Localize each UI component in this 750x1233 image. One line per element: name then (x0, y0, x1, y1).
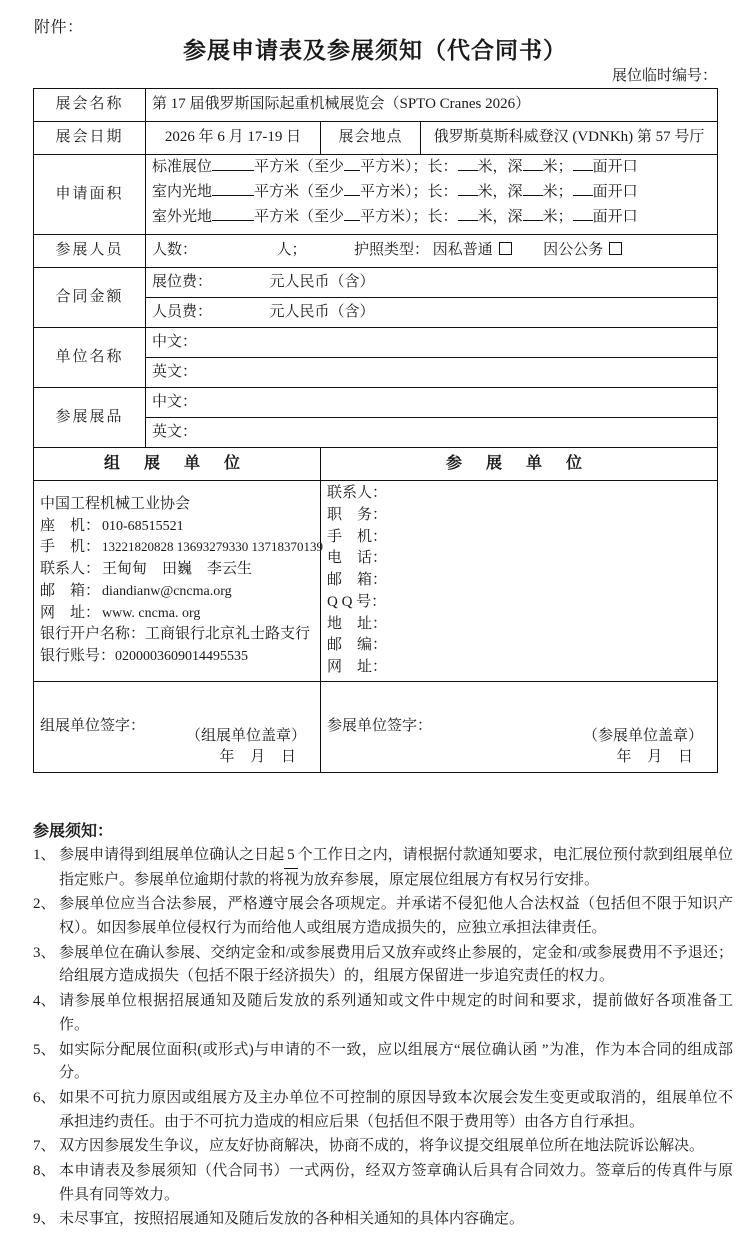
booth-fee-unit: 元人民币（含） (269, 273, 375, 290)
exhibitor-field-address[interactable]: 地 址： (327, 615, 388, 632)
apply-area-label: 申请面积 (34, 155, 146, 235)
area-label-e: 米； (542, 209, 573, 225)
booth-fee-row (146, 268, 718, 298)
exhibitor-field-email[interactable]: 邮 箱： (327, 572, 388, 588)
area-min-blank[interactable] (344, 195, 360, 196)
area-depth-blank[interactable] (523, 220, 543, 221)
table-row-party-headers (34, 448, 718, 481)
exhibitor-signature-cell[interactable] (321, 681, 718, 772)
notice-item-number: 7、 (33, 1138, 56, 1155)
organizer-email-row (40, 581, 314, 603)
organizer-website-label: 网 址： (40, 604, 101, 621)
list-item (33, 1087, 733, 1134)
notice-item-number: 6、 (33, 1089, 56, 1106)
organizer-tel-value: 010-68515521 (102, 518, 184, 534)
notice-item-number: 2、 (33, 896, 56, 913)
organizer-website-value[interactable]: www. cncma. org (102, 605, 201, 621)
area-open-sides-blank[interactable] (573, 220, 593, 221)
notice-item-number: 5、 (33, 1041, 56, 1058)
exhibitor-field-telephone[interactable]: 电 话： (327, 550, 388, 567)
notice-item-number: 8、 (33, 1162, 56, 1179)
list-item (33, 1039, 733, 1086)
expo-date-value: 2026 年 6 月 17-19 日 (146, 122, 321, 155)
organizer-bank-account-value: 0200003609014495535 (115, 649, 249, 665)
notice-item-number: 3、 (33, 944, 56, 961)
organizer-website-row (40, 603, 314, 625)
area-min-blank[interactable] (344, 170, 360, 171)
table-row-expo-date (34, 122, 718, 155)
table-row-staff (34, 235, 718, 268)
table-row-booth-fee (34, 268, 718, 298)
area-label-d: 米，深 (477, 184, 523, 200)
organizer-contact-label: 联系人： (40, 561, 101, 578)
notice-item-number: 1、 (33, 847, 56, 863)
area-label-b: 平方米（至少 (254, 209, 345, 225)
area-blank[interactable] (212, 170, 254, 171)
notice-item-text: 参展单位在确认参展、交纳定金和/或参展费用后又放弃或终止参展的，定金和/或参展费用不予退还；给组展方造成损失（包括不限于经济损失）的，组展方保留进一步追究责任的权力。 (59, 944, 733, 985)
notice-item-text: 请参展单位根据招展通知及随后发放的系列通知或文件中规定的时间和要求，提前做好各项准备工作。 (59, 993, 733, 1033)
organizer-email-label: 邮 箱： (40, 582, 101, 599)
area-length-blank[interactable] (458, 220, 478, 221)
staff-fee-label: 人员费： (152, 303, 213, 320)
area-label-f: 面开口 (592, 184, 638, 200)
list-item (33, 1160, 733, 1207)
area-type-indoor: 室内光地 (152, 184, 213, 200)
exhibitor-stamp-label: （参展单位盖章） (582, 728, 703, 744)
organizer-bank-account-row (40, 646, 314, 668)
notice-item-text: 如实际分配展位面积(或形式)与申请的不一致，应以组展方“展位确认函 ”为准，作为本合同的组成部分。 (59, 1041, 733, 1082)
organizer-date-label: 年 月 日 (219, 749, 302, 765)
area-open-sides-blank[interactable] (573, 170, 593, 171)
exhibits-en-field[interactable]: 英文： (146, 418, 718, 448)
company-name-cn-field[interactable]: 中文： (146, 328, 718, 358)
organizer-signature-cell[interactable] (34, 681, 321, 772)
expo-name-label: 展会名称 (34, 89, 146, 122)
table-row-apply-area (34, 155, 718, 235)
area-length-blank[interactable] (458, 195, 478, 196)
passport-official-label: 因公公务 (543, 242, 604, 259)
area-label-f: 面开口 (592, 209, 638, 225)
area-label-b: 平方米（至少 (254, 184, 345, 200)
list-item (33, 990, 733, 1037)
area-label-d: 米，深 (477, 209, 523, 225)
expo-place-label: 展会地点 (321, 122, 421, 155)
organizer-section-title: 组 展 单 位 (34, 448, 321, 481)
organizer-mobile-row (40, 537, 323, 559)
notice-item-text (59, 844, 733, 892)
notice-item-text: 未尽事宜，按照招展通知及随后发放的各种相关通知的具体内容确定。 (59, 1211, 525, 1228)
notice-list (33, 844, 733, 1232)
booth-temp-number-label: 展位临时编号： (611, 68, 717, 84)
table-row-company-cn (34, 328, 718, 358)
organizer-signature-label: 组展单位签字： (40, 717, 146, 734)
exhibitor-field-website[interactable]: 网 址： (327, 659, 388, 675)
exhibitor-field-position[interactable]: 职 务： (327, 506, 388, 523)
application-form-table (33, 88, 718, 773)
notice-item-text: 双方因参展发生争议，应友好协商解决，协商不成的，将争议提交组展单位所在地法院诉讼解决。 (59, 1138, 705, 1155)
area-type-outdoor: 室外光地 (152, 209, 213, 225)
staff-count-label: 人数： (152, 242, 198, 259)
area-depth-blank[interactable] (523, 170, 543, 171)
staff-fee-row (146, 298, 718, 328)
exhibitor-field-postcode[interactable]: 邮 编： (327, 637, 388, 654)
organizer-contact-row (40, 559, 314, 581)
table-row-signatures (34, 681, 718, 772)
table-row-expo-name (34, 89, 718, 122)
staff-person-unit: 人； (276, 242, 307, 259)
area-line-outdoor-raw (152, 207, 711, 232)
organizer-bank-account-label: 银行账号： (40, 648, 116, 665)
notice-title: 参展须知： (33, 823, 114, 840)
area-label-c: 平方米）；长： (360, 184, 458, 200)
area-type-standard: 标准展位 (152, 159, 213, 175)
organizer-tel-row (40, 516, 314, 538)
exhibitor-section-title: 参 展 单 位 (321, 448, 718, 481)
staff-label: 参展人员 (34, 235, 146, 268)
booth-fee-label: 展位费： (152, 273, 213, 290)
area-open-sides-blank[interactable] (573, 195, 593, 196)
expo-name-value: 第 17 届俄罗斯国际起重机械展览会（SPTO Cranes 2026） (146, 89, 718, 122)
area-label-d: 米，深 (477, 159, 523, 175)
organizer-email-value[interactable]: diandianw@cncma.org (102, 583, 232, 599)
area-depth-blank[interactable] (523, 195, 543, 196)
passport-type-label: 护照类型： (354, 242, 430, 259)
organizer-bank-name-value: 工商银行北京礼士路支行 (145, 626, 311, 643)
organizer-details (34, 481, 321, 682)
staff-values (146, 235, 718, 268)
list-item (33, 1208, 733, 1232)
area-line-standard-booth (152, 157, 711, 182)
area-label-b: 平方米（至少 (254, 159, 345, 175)
apply-area-values (146, 155, 718, 235)
table-row-exhibits-cn (34, 388, 718, 418)
page-title: 参展申请表及参展须知（代合同书） (183, 37, 567, 63)
notice-item-1-after: 个工作日之内，请根据付款通知要求，电汇展位预付款到组展单位指定账户。参展单位逾期付款的将视为放弃参展，原定展位组展方有权另行安排。 (59, 847, 733, 888)
area-blank[interactable] (212, 195, 254, 196)
staff-fee-unit: 元人民币（含） (269, 303, 375, 320)
exhibitor-field-contact[interactable]: 联系人： (327, 485, 388, 501)
organizer-name: 中国工程机械工业协会 (40, 495, 191, 512)
area-length-blank[interactable] (458, 170, 478, 171)
company-name-label: 单位名称 (34, 328, 146, 388)
notice-item-number: 9、 (33, 1211, 56, 1228)
list-item (33, 942, 733, 989)
exhibitor-date-label: 年 月 日 (616, 749, 699, 765)
organizer-mobile-value: 13221820828 13693279330 13718370139 (102, 539, 323, 555)
exhibitor-signature-label: 参展单位签字： (327, 717, 433, 734)
area-label-c: 平方米）；长： (360, 159, 458, 175)
expo-date-label: 展会日期 (34, 122, 146, 155)
exhibitor-field-mobile[interactable]: 手 机： (327, 528, 388, 545)
list-item (33, 1135, 733, 1159)
contract-amount-label: 合同金额 (34, 268, 146, 328)
exhibits-cn-field[interactable]: 中文： (146, 388, 718, 418)
area-blank[interactable] (212, 220, 254, 221)
organizer-mobile-label: 手 机： (40, 539, 101, 556)
company-name-en-field[interactable]: 英文： (146, 358, 718, 388)
area-label-f: 面开口 (592, 159, 638, 175)
attachment-label: 附件： (34, 19, 84, 36)
area-line-indoor-raw (152, 182, 711, 207)
list-item (33, 893, 733, 940)
notice-item-1-before: 参展申请得到组展单位确认之日起 (59, 847, 285, 863)
organizer-contact-value: 王甸甸 田巍 李云生 (102, 561, 253, 578)
notice-item-text: 如果不可抗力原因或组展方及主办单位不可控制的原因导致本次展会发生变更或取消的，组展单位不承担违约责任。由于不可抗力造成的相应后果（包括但不限于费用等）由各方自行承担。 (59, 1089, 733, 1130)
notice-item-1-days: 5 (284, 844, 298, 869)
area-min-blank[interactable] (344, 220, 360, 221)
area-label-e: 米； (542, 184, 573, 200)
notice-item-text: 本申请表及参展须知（代合同书）一式两份，经双方签章确认后具有合同效力。签章后的传真件与原件具有同等效力。 (59, 1162, 733, 1203)
passport-private-checkbox[interactable] (499, 242, 512, 255)
notice-item-number: 4、 (33, 993, 56, 1010)
organizer-bank-name-row (40, 624, 314, 646)
passport-private-label: 因私普通 (432, 242, 493, 259)
area-label-c: 平方米）；长： (360, 209, 458, 225)
organizer-stamp-label: （组展单位盖章） (185, 728, 306, 744)
passport-official-checkbox[interactable] (609, 242, 622, 255)
list-item (33, 844, 733, 892)
notice-item-text: 参展单位应当合法参展，严格遵守展会各项规定。并承诺不侵犯他人合法权益（包括但不限于知识产权）。如因参展单位侵权行为而给他人或组展方造成损失的，应独立承担法律责任。 (59, 896, 733, 937)
table-row-party-details (34, 481, 718, 682)
exhibitor-details (321, 481, 718, 682)
area-label-e: 米； (542, 159, 573, 175)
exhibitor-field-qq[interactable]: Q Q 号： (327, 593, 387, 610)
expo-place-value: 俄罗斯莫斯科威登汉 (VDNKh) 第 57 号厅 (421, 122, 718, 155)
organizer-bank-name-label: 银行开户名称： (40, 626, 146, 643)
exhibitor-notice-section (33, 818, 733, 1233)
organizer-tel-label: 座 机： (40, 517, 101, 534)
exhibits-label: 参展展品 (34, 388, 146, 448)
